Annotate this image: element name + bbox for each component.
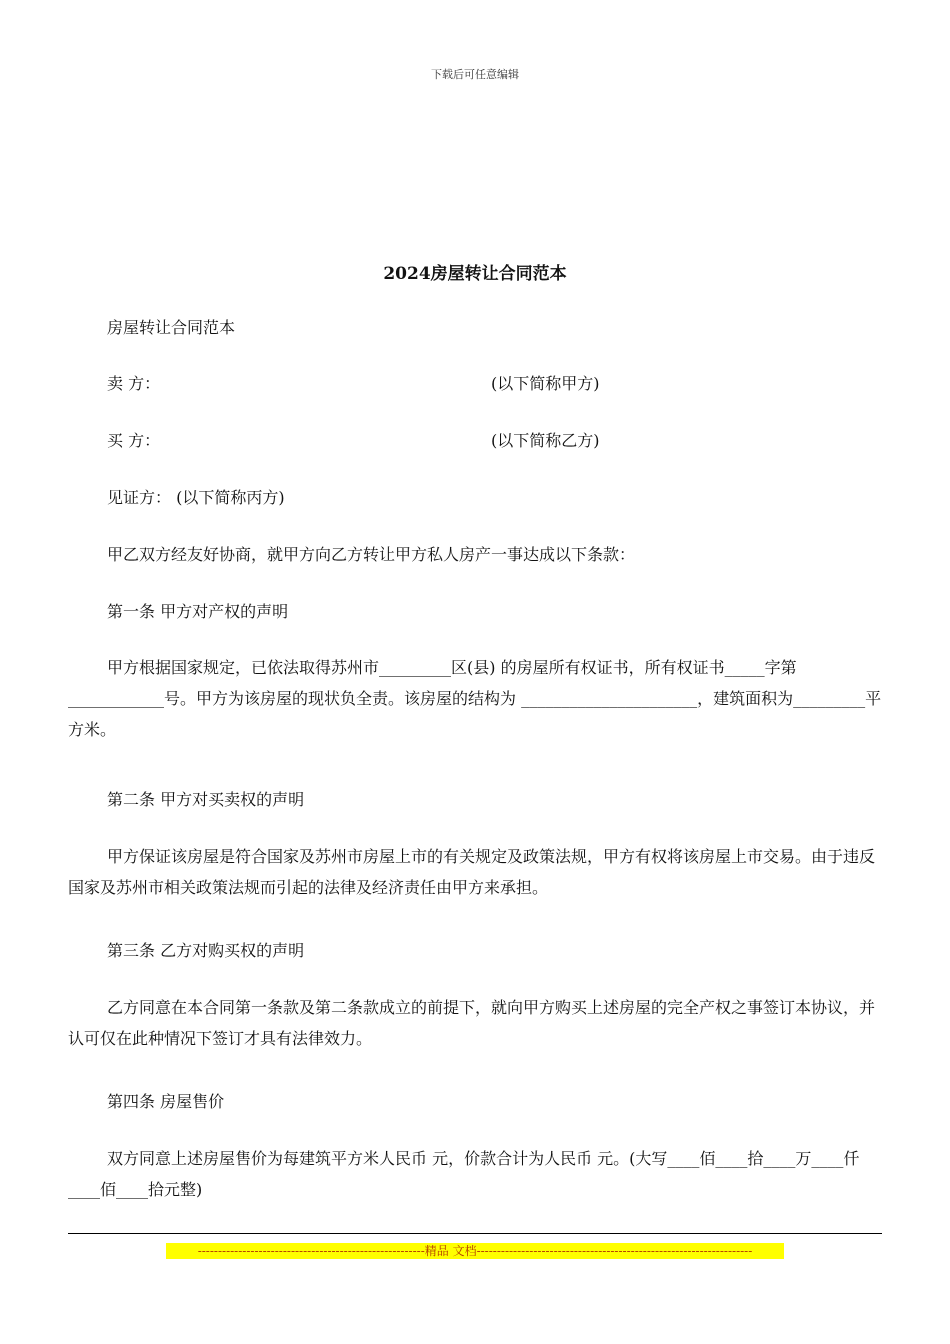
buyer-line xyxy=(68,425,882,456)
article-2-title: 第二条 甲方对买卖权的声明 xyxy=(107,790,305,809)
article-3-title: 第三条 乙方对购买权的声明 xyxy=(107,941,305,960)
article-1-body: 甲方根据国家规定，已依法取得苏州市_________区(县) 的房屋所有权证书，所有权证书_____字第____________号。甲方为该房屋的现状负全责。该房屋的结构为 ______________________，建筑面积为_________平方米。 xyxy=(68,658,882,739)
article-4-body: 双方同意上述房屋售价为每建筑平方米人民币 元，价款合计为人民币 元。(大写____佰____拾____万____仟____佰____拾元整) xyxy=(68,1149,860,1199)
article-3-body: 乙方同意在本合同第一条款及第二条款成立的前提下，就向甲方购买上述房屋的完全产权之事签订本协议，并认可仅在此种情况下签订才具有法律效力。 xyxy=(68,998,876,1048)
intro-paragraph: 甲乙双方经友好协商，就甲方向乙方转让甲方私人房产一事达成以下条款： xyxy=(107,545,636,564)
footer-banner: --------------------------------------------------------精品 文档-------------------------------------------------------------------- xyxy=(166,1243,784,1259)
seller-line xyxy=(68,368,882,399)
article-1-title: 第一条 甲方对产权的声明 xyxy=(107,602,289,621)
header-note: 下载后可任意编辑 xyxy=(431,68,519,81)
article-4-title: 第四条 房屋售价 xyxy=(107,1092,225,1111)
buyer-label: 买 方： xyxy=(107,431,161,450)
seller-abbr: (以下简称甲方) xyxy=(491,374,600,393)
subtitle: 房屋转让合同范本 xyxy=(107,318,236,337)
seller-label: 卖 方： xyxy=(107,374,161,393)
witness-line: 见证方： (以下简称丙方) xyxy=(107,488,285,507)
footer-divider xyxy=(68,1233,882,1234)
document-title: 2024房屋转让合同范本 xyxy=(383,264,567,284)
article-2-body: 甲方保证该房屋是符合国家及苏州市房屋上市的有关规定及政策法规，甲方有权将该房屋上市交易。由于违反国家及苏州市相关政策法规而引起的法律及经济责任由甲方来承担。 xyxy=(68,847,876,897)
buyer-abbr: (以下简称乙方) xyxy=(491,431,600,450)
